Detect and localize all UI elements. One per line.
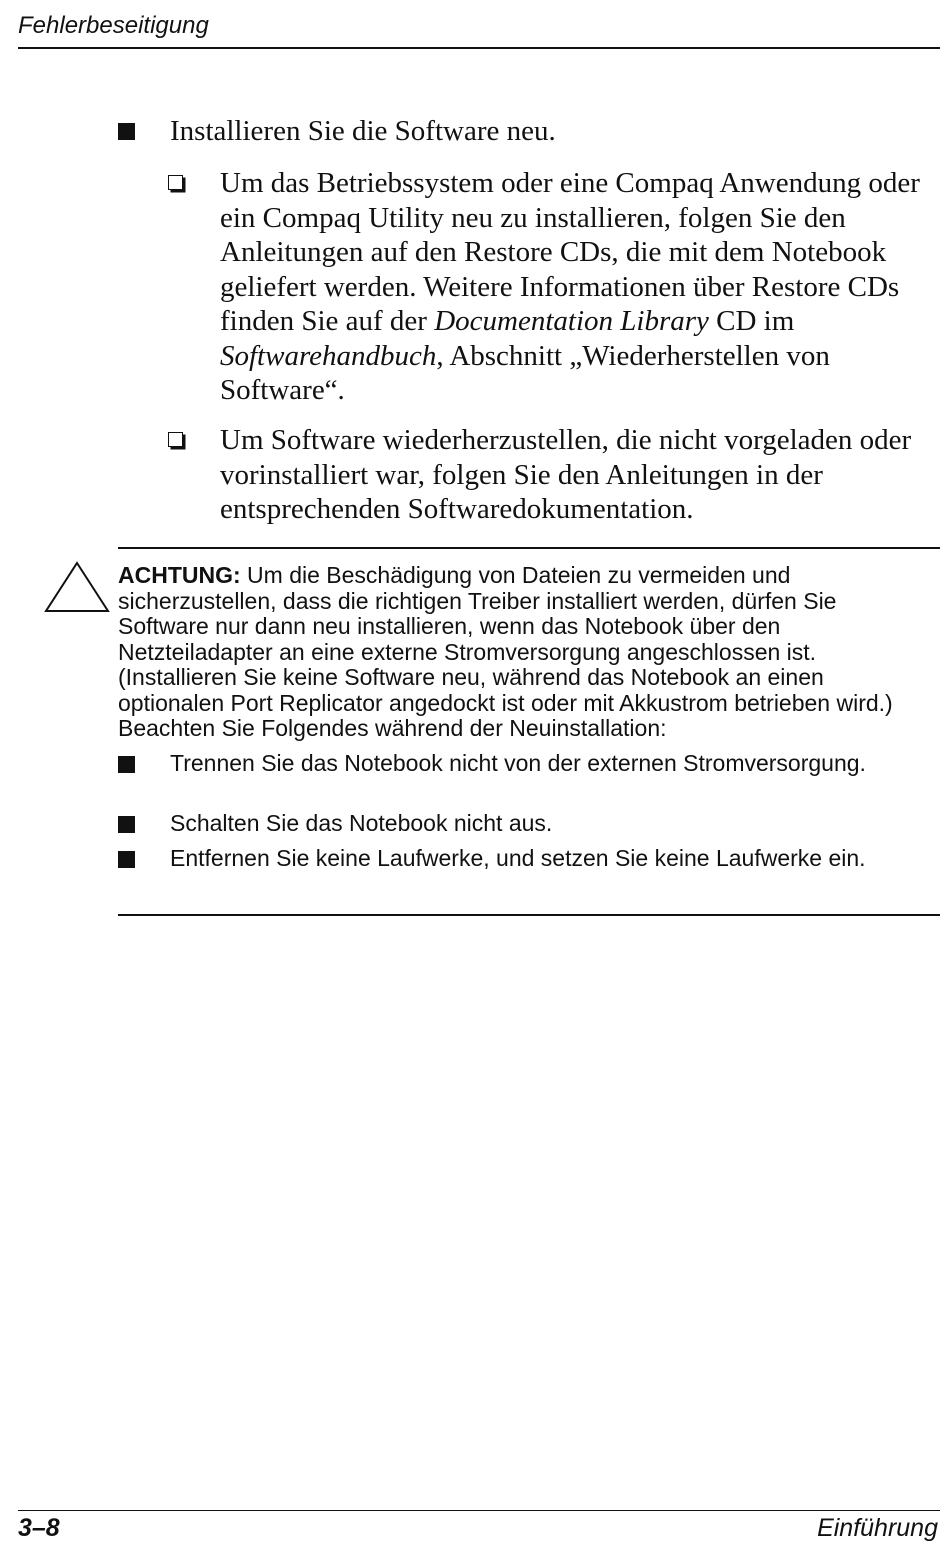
book-title: Einführung	[817, 1514, 938, 1542]
square-bullet-icon	[118, 851, 135, 868]
caution-list-item	[118, 811, 928, 837]
square-bullet-icon	[118, 816, 135, 833]
caution-top-rule	[118, 547, 940, 549]
page-number: 3–8	[18, 1514, 60, 1542]
sub-item-text	[220, 166, 938, 408]
caution-bottom-rule	[118, 914, 940, 916]
sub-item-text-part: CD im	[708, 305, 795, 337]
caution-list-item-text: Schalten Sie das Notebook nicht aus.	[170, 810, 553, 836]
sub-item-text-part: , Abschnitt „Wiederherstellen von Software“.	[220, 339, 830, 406]
sub-item-text: Um Software wiederherzustellen, die nicht vorgeladen oder vorinstalliert war, folgen Sie den Anleitungen in der entsprechenden Softwaredokumentation.	[220, 424, 912, 525]
caution-label: ACHTUNG:	[118, 562, 241, 588]
square-bullet-icon	[118, 123, 135, 140]
doc-library-title: Documentation Library	[434, 305, 709, 337]
running-header: Fehlerbeseitigung	[18, 12, 209, 39]
list-item-text: Installieren Sie die Software neu.	[170, 115, 556, 147]
header-rule	[18, 47, 940, 49]
caution-triangle-icon	[44, 561, 110, 613]
hollow-box-bullet-icon	[168, 432, 183, 447]
caution-paragraph	[118, 563, 928, 742]
caution-list-item	[118, 751, 928, 777]
square-bullet-icon	[118, 756, 135, 773]
caution-list-item-text: Entfernen Sie keine Laufwerke, und setzen Sie keine Laufwerke ein.	[170, 845, 866, 871]
footer-rule	[18, 1510, 940, 1511]
sub-item-restore-cds	[168, 166, 938, 408]
caution-list-item	[118, 846, 928, 872]
caution-text: Um die Beschädigung von Dateien zu vermeiden und sicherzustellen, dass die richtigen Treiber installiert werden, dürfen Sie Software nur dann neu installieren, wenn das Notebook über den Netzteiladapter an eine externe Stromversorgung angeschlossen ist. (Installieren Sie keine Software neu, während das Notebook an einen optionalen Port Replicator angedockt ist oder mit Akkustrom betrieben wird.) Beachten Sie Folgendes während der Neuinstallation:	[118, 562, 893, 741]
software-handbook-title: Softwarehandbuch	[220, 339, 437, 372]
hollow-box-bullet-icon	[168, 175, 183, 190]
caution-list-item-text: Trennen Sie das Notebook nicht von der externen Stromversorgung.	[170, 750, 866, 776]
sub-item-text-part: Um das Betriebssystem oder eine Compaq Anwendung oder ein Compaq Utility neu zu installieren, folgen Sie den Anleitungen auf den Restore CDs, die mit dem Notebook geliefert werden. Weitere Informationen über Restore CDs finden Sie auf der	[220, 167, 920, 337]
sub-item-restore-software	[168, 423, 938, 527]
